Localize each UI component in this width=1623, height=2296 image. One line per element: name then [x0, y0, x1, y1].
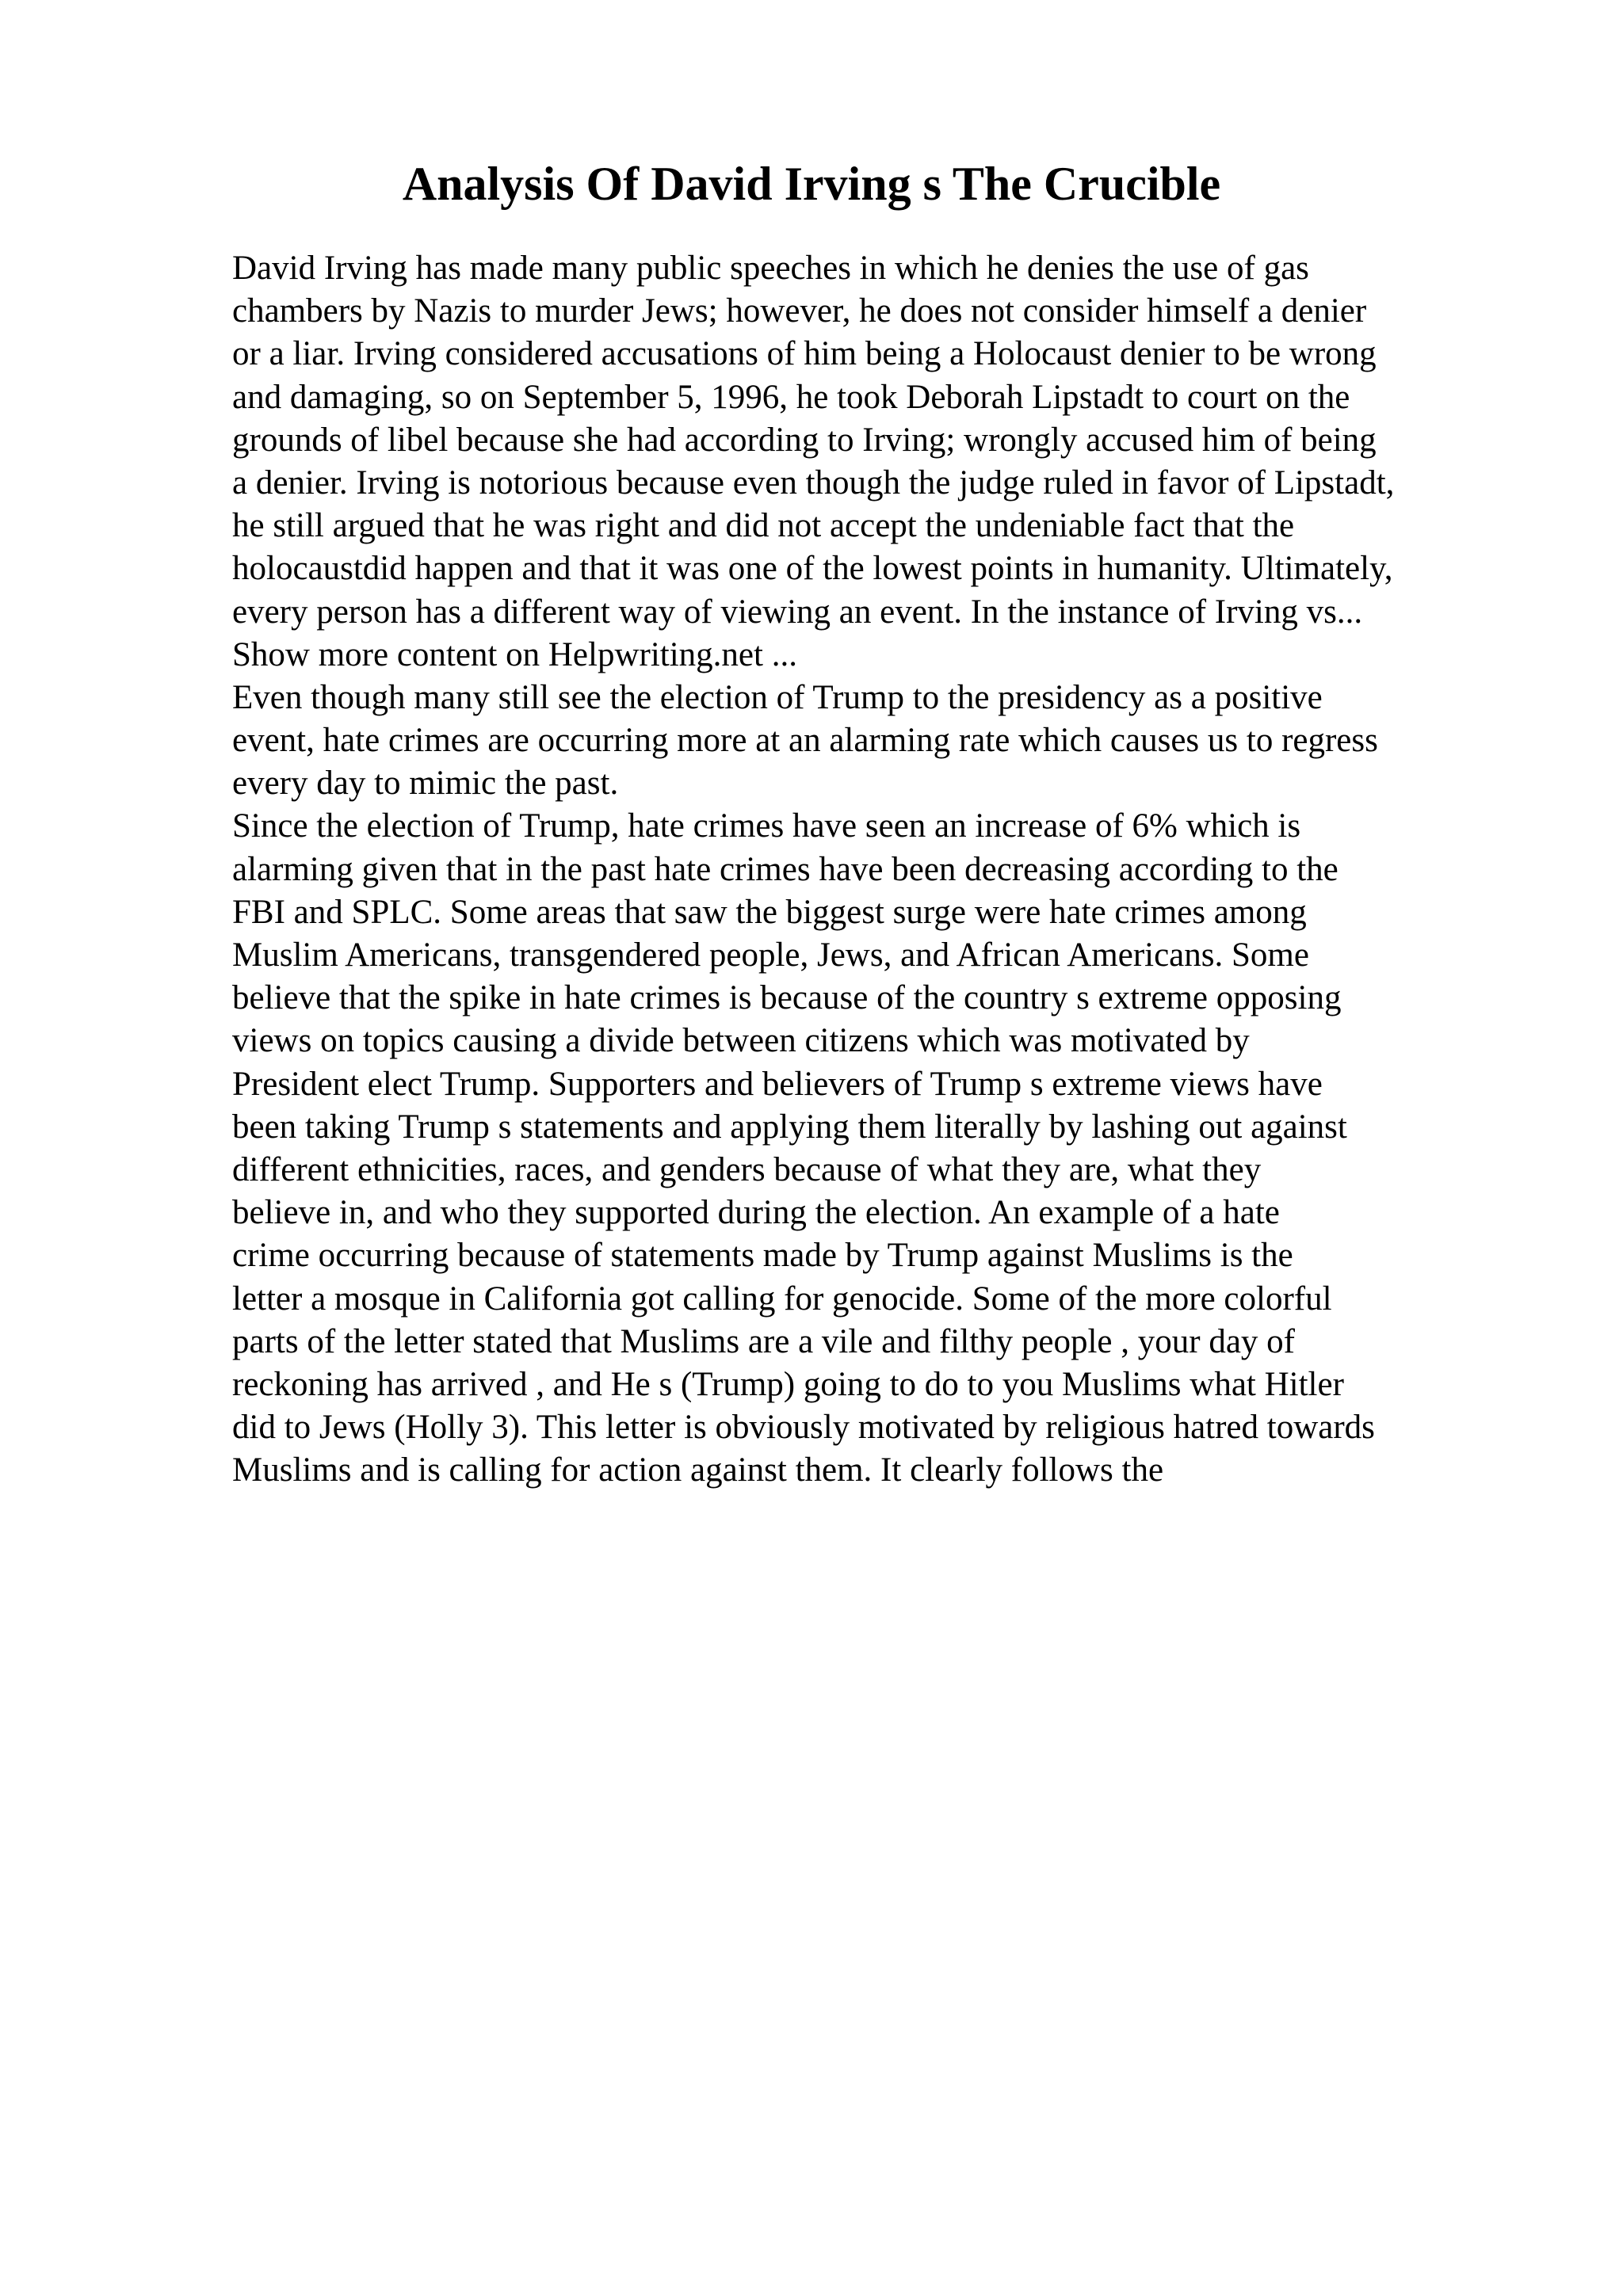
- text-line: been taking Trump s statements and applying them literally by lashing out against: [232, 1108, 1347, 1146]
- text-line: Even though many still see the election of Trump to the presidency as a positive: [232, 678, 1323, 716]
- show-more-line: Show more content on Helpwriting.net ...: [232, 635, 797, 673]
- text-line: parts of the letter stated that Muslims are a vile and filthy people , your day of: [232, 1322, 1295, 1360]
- text-line: reckoning has arrived , and He s (Trump) going to do to you Muslims what Hitler: [232, 1365, 1344, 1403]
- text-line: David Irving has made many public speeches in which he denies the use of gas: [232, 250, 1309, 287]
- text-line: he still argued that he was right and did not accept the undeniable fact that the: [232, 507, 1295, 545]
- text-line: different ethnicities, races, and genders because of what they are, what they: [232, 1150, 1262, 1188]
- text-line: believe that the spike in hate crimes is because of the country s extreme opposing: [232, 979, 1342, 1017]
- text-line: Muslim Americans, transgendered people, Jews, and African Americans. Some: [232, 936, 1309, 974]
- text-line: every person has a different way of viewing an event. In the instance of Irving vs...: [232, 593, 1363, 631]
- text-line: or a liar. Irving considered accusations of him being a Holocaust denier to be wrong: [232, 335, 1377, 373]
- text-line: President elect Trump. Supporters and believers of Trump s extreme views have: [232, 1065, 1323, 1103]
- text-line: holocaustdid happen and that it was one of the lowest points in humanity. Ultimately,: [232, 550, 1393, 588]
- body-text: [232, 247, 1579, 1492]
- text-line: views on topics causing a divide between citizens which was motivated by: [232, 1022, 1250, 1060]
- text-line: did to Jews (Holly 3). This letter is obviously motivated by religious hatred towards: [232, 1409, 1375, 1447]
- text-line: FBI and SPLC. Some areas that saw the biggest surge were hate crimes among: [232, 893, 1307, 931]
- text-line: Since the election of Trump, hate crimes have seen an increase of 6% which is: [232, 807, 1301, 845]
- page-title: Analysis Of David Irving s The Crucible: [402, 158, 1221, 210]
- text-line: crime occurring because of statements made by Trump against Muslims is the: [232, 1237, 1293, 1275]
- text-line: grounds of libel because she had according to Irving; wrongly accused him of being: [232, 421, 1377, 459]
- text-line: every day to mimic the past.: [232, 765, 619, 803]
- text-line: event, hate crimes are occurring more at an alarming rate which causes us to regress: [232, 722, 1378, 760]
- text-line: a denier. Irving is notorious because even though the judge ruled in favor of Lipstadt,: [232, 463, 1395, 502]
- text-line: believe in, and who they supported during the election. An example of a hate: [232, 1194, 1280, 1232]
- text-line: alarming given that in the past hate crimes have been decreasing according to the: [232, 850, 1338, 888]
- text-line: and damaging, so on September 5, 1996, he took Deborah Lipstadt to court on the: [232, 378, 1350, 416]
- text-line: Muslims and is calling for action against them. It clearly follows the: [232, 1451, 1164, 1489]
- text-line: chambers by Nazis to murder Jews; however, he does not consider himself a denier: [232, 292, 1367, 330]
- text-line: letter a mosque in California got calling for genocide. Some of the more colorful: [232, 1280, 1332, 1318]
